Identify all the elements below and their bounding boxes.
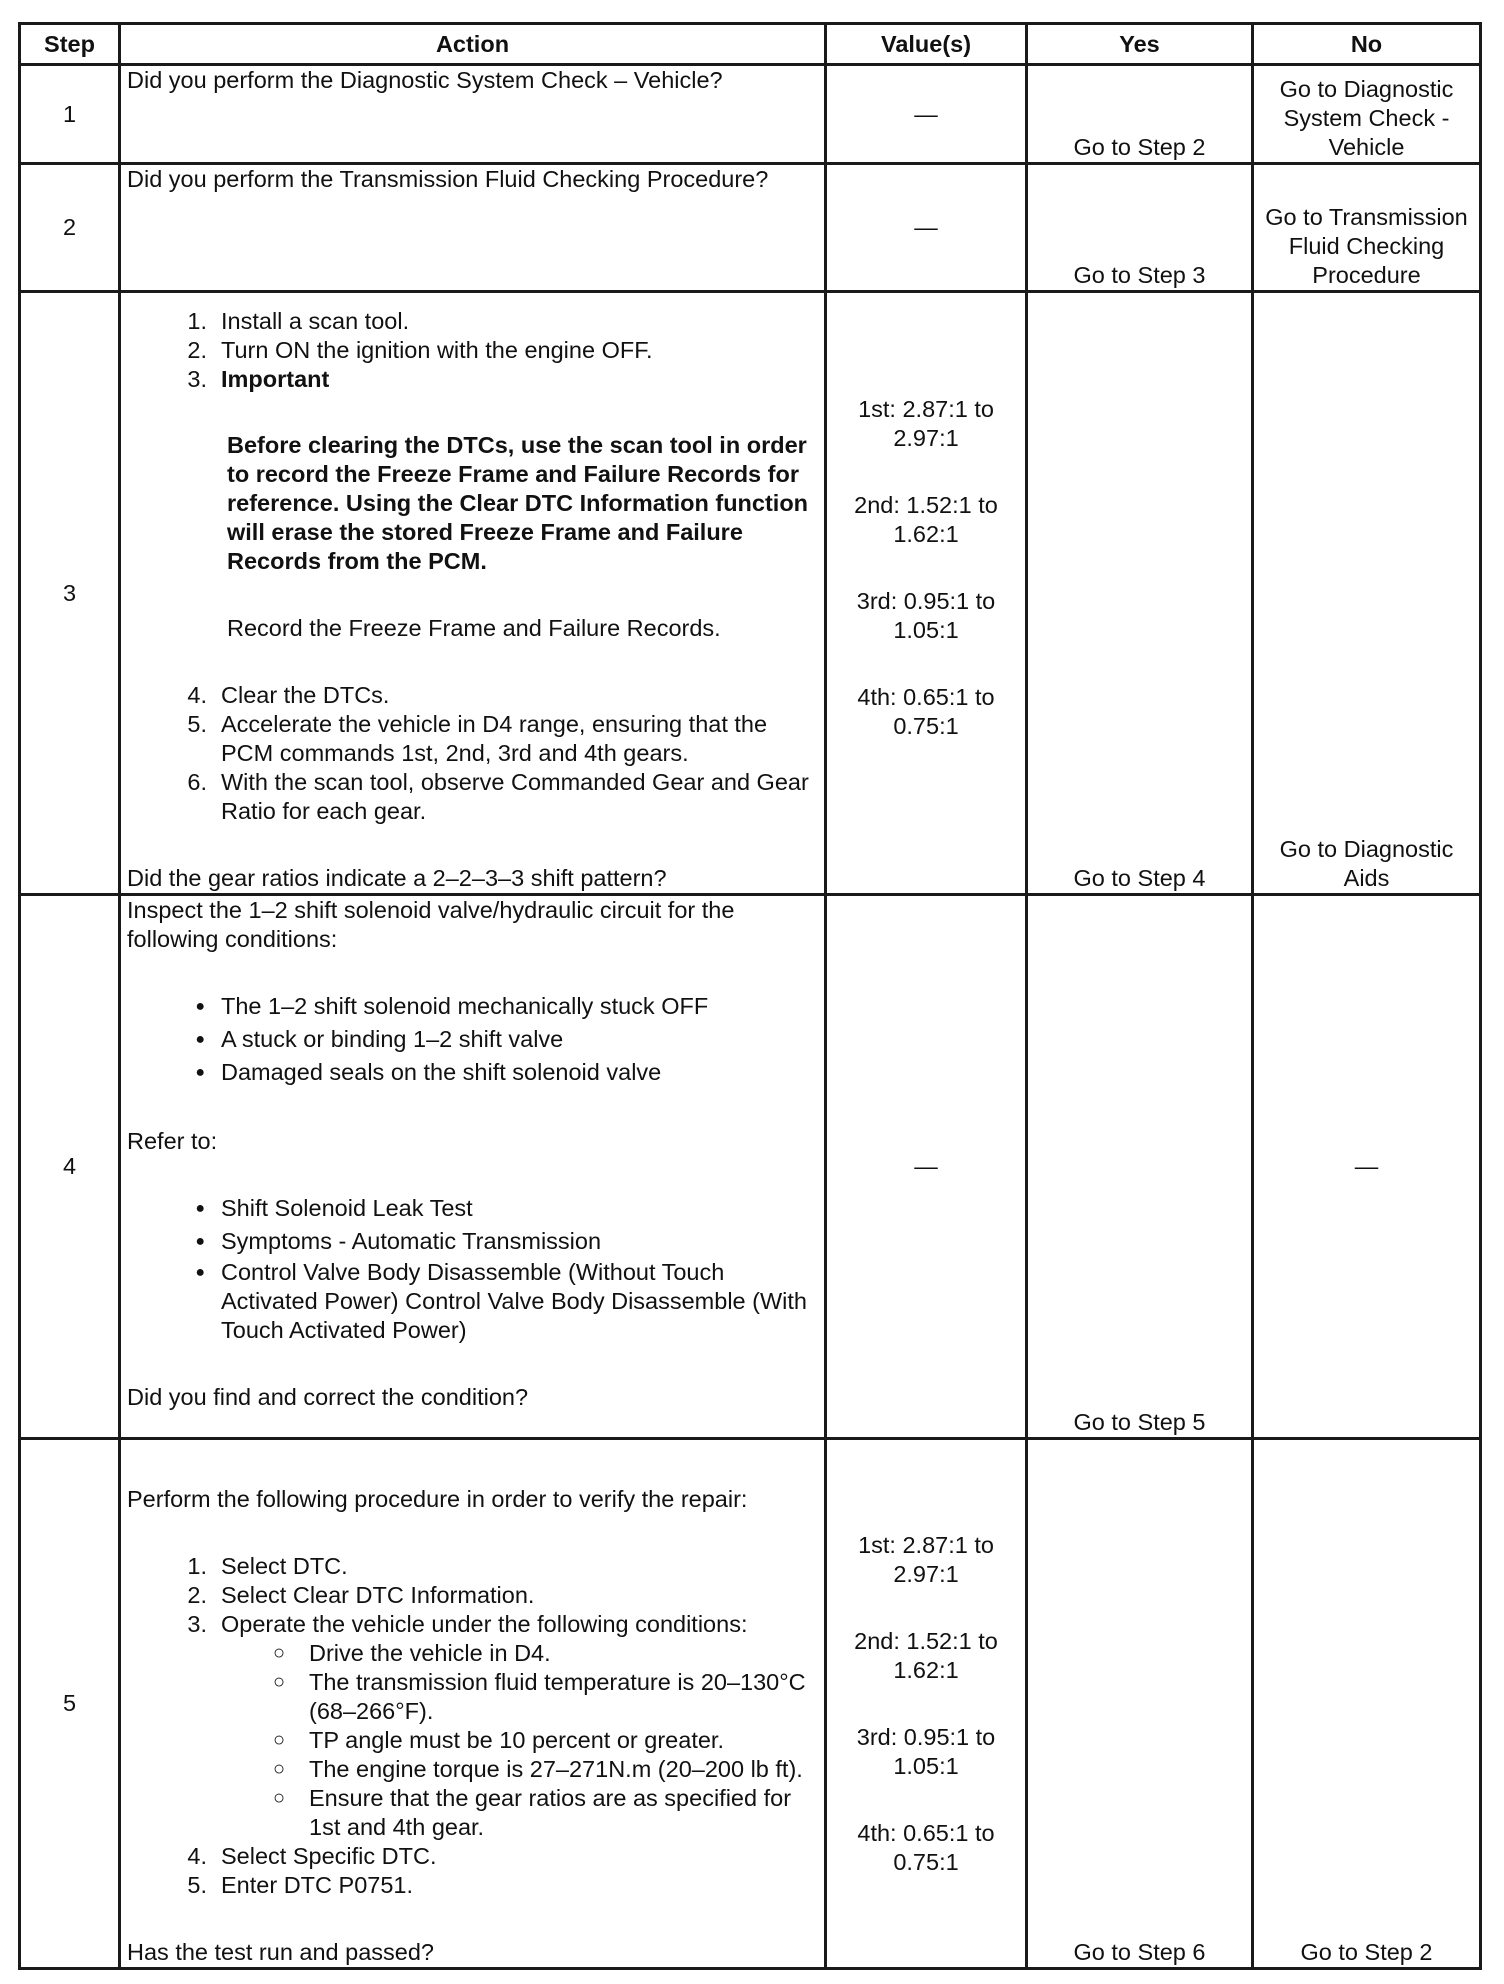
step-number: 2: [20, 164, 120, 292]
header-row: [20, 24, 1481, 65]
header-step: Step: [20, 24, 120, 65]
item-number: 1.: [187, 308, 207, 334]
item-text: With the scan tool, observe Commanded Gear and Gear Ratio for each gear.: [221, 769, 809, 824]
question-text: Did you perform the Transmission Fluid Checking Procedure?: [127, 166, 769, 192]
reference-link: Shift Solenoid Leak Test: [221, 1195, 473, 1221]
sub-item-text: TP angle must be 10 percent or greater.: [309, 1727, 724, 1753]
table-row-step-2: [20, 164, 1481, 292]
action-cell: [120, 65, 826, 164]
item-text: Install a scan tool.: [221, 308, 410, 334]
circle-bullet-icon: ○: [273, 1729, 286, 1751]
item-number: 5.: [187, 711, 207, 737]
list-item: [127, 1023, 818, 1056]
gear-ratio-value: 1st: 2.87:1 to 2.97:1: [858, 1531, 994, 1587]
no-cell: Go to Diagnostic System Check - Vehicle: [1253, 65, 1481, 164]
list-item: [127, 1192, 818, 1225]
values-cell: [826, 895, 1027, 1439]
list-item: [127, 365, 818, 394]
table-row-step-3: [20, 292, 1481, 895]
yes-cell: Go to Step 2: [1027, 65, 1253, 164]
no-cell: Go to Transmission Fluid Checking Procedure: [1253, 164, 1481, 292]
list-item: [127, 990, 818, 1023]
no-cell: [1253, 895, 1481, 1439]
header-values: Value(s): [826, 24, 1027, 65]
gear-ratio-value: 3rd: 0.95:1 to 1.05:1: [856, 588, 996, 643]
header-action: Action: [120, 24, 826, 65]
item-number: 3.: [187, 366, 207, 392]
sub-item-text: The transmission fluid temperature is 20–130°C (68–266°F).: [309, 1669, 806, 1724]
sub-item-text: Ensure that the gear ratios are as specified for 1st and 4th gear.: [309, 1785, 792, 1840]
item-number: 4.: [187, 682, 207, 708]
step-number: 5: [20, 1439, 120, 1969]
intro-text: Perform the following procedure in order to verify the repair:: [127, 1486, 748, 1512]
circle-bullet-icon: ○: [273, 1671, 286, 1693]
action-cell: [120, 895, 826, 1439]
item-text: Turn ON the ignition with the engine OFF.: [221, 337, 653, 363]
circle-bullet-icon: ○: [273, 1758, 286, 1780]
list-item: [127, 1871, 818, 1900]
list-item: [127, 1552, 818, 1581]
bullet-icon: ●: [195, 1064, 205, 1081]
item-text: Enter DTC P0751.: [221, 1872, 414, 1898]
bullet-icon: ●: [195, 1233, 205, 1250]
header-yes: Yes: [1027, 24, 1253, 65]
bullet-icon: ●: [195, 1264, 205, 1281]
empty-dash: —: [1354, 1153, 1379, 1179]
list-item: [127, 1225, 818, 1258]
values-cell: [826, 65, 1027, 164]
item-text: Clear the DTCs.: [221, 682, 390, 708]
step-number: 1: [20, 65, 120, 164]
sub-item-text: The engine torque is 27–271N.m (20–200 lb ft).: [309, 1756, 803, 1782]
list-item: [127, 307, 818, 336]
table-row-step-5: [20, 1439, 1481, 1969]
item-number: 6.: [187, 769, 207, 795]
no-cell: Go to Step 2: [1253, 1439, 1481, 1969]
record-note: Record the Freeze Frame and Failure Records.: [227, 615, 721, 641]
values-cell: [826, 1439, 1027, 1969]
list-item: [127, 1258, 818, 1345]
list-item: [127, 1842, 818, 1871]
yes-cell: Go to Step 4: [1027, 292, 1253, 895]
item-text: Accelerate the vehicle in D4 range, ensuring that the PCM commands 1st, 2nd, 3rd and 4th gears.: [221, 711, 768, 766]
bullet-icon: ●: [195, 1200, 205, 1217]
question-text: Did the gear ratios indicate a 2–2–3–3 shift pattern?: [127, 865, 667, 891]
circle-bullet-icon: ○: [273, 1642, 286, 1664]
item-number: 5.: [187, 1872, 207, 1898]
sub-item: [127, 1755, 818, 1784]
list-item: [127, 710, 818, 768]
gear-ratio-value: 2nd: 1.52:1 to 1.62:1: [854, 492, 998, 547]
yes-cell: Go to Step 6: [1027, 1439, 1253, 1969]
question-text: Did you perform the Diagnostic System Check – Vehicle?: [127, 67, 723, 93]
item-text: A stuck or binding 1–2 shift valve: [221, 1026, 564, 1052]
reference-link: Control Valve Body Disassemble (Without Touch Activated Power) Control Valve Body Disassemble (With Touch Activated Power): [221, 1259, 807, 1343]
header-no: No: [1253, 24, 1481, 65]
yes-cell: Go to Step 5: [1027, 895, 1253, 1439]
sub-item-text: Drive the vehicle in D4.: [309, 1640, 551, 1666]
item-number: 3.: [187, 1611, 207, 1637]
empty-dash: —: [914, 214, 938, 240]
list-item: [127, 681, 818, 710]
circle-bullet-icon: ○: [273, 1787, 286, 1809]
refer-label: Refer to:: [127, 1128, 218, 1154]
yes-cell: Go to Step 3: [1027, 164, 1253, 292]
important-label: Important: [221, 366, 330, 392]
sub-item: [127, 1784, 818, 1842]
table-row-step-1: [20, 65, 1481, 164]
list-item: [127, 1581, 818, 1610]
action-cell: [120, 1439, 826, 1969]
intro-text: Inspect the 1–2 shift solenoid valve/hydraulic circuit for the following conditions:: [127, 897, 735, 952]
item-text: Operate the vehicle under the following conditions:: [221, 1611, 748, 1637]
gear-ratio-value: 4th: 0.65:1 to 0.75:1: [857, 684, 995, 739]
item-number: 1.: [187, 1553, 207, 1579]
bullet-icon: ●: [195, 1031, 205, 1048]
sub-item: [127, 1639, 818, 1668]
item-text: Damaged seals on the shift solenoid valve: [221, 1059, 662, 1085]
gear-ratio-value: 2nd: 1.52:1 to 1.62:1: [854, 1627, 998, 1683]
gear-ratio-value: 3rd: 0.95:1 to 1.05:1: [856, 1723, 996, 1779]
item-text: Select DTC.: [221, 1553, 348, 1579]
table-row-step-4: [20, 895, 1481, 1439]
list-item: [127, 336, 818, 365]
empty-dash: —: [914, 1153, 938, 1179]
question-text: Has the test run and passed?: [127, 1939, 435, 1965]
item-text: Select Specific DTC.: [221, 1843, 437, 1869]
item-number: 2.: [187, 337, 207, 363]
list-item: [127, 1056, 818, 1089]
no-cell: Go to Diagnostic Aids: [1253, 292, 1481, 895]
diagnostic-table: [18, 22, 1482, 1970]
sub-item: [127, 1726, 818, 1755]
item-number: 4.: [187, 1843, 207, 1869]
item-text: The 1–2 shift solenoid mechanically stuck OFF: [221, 993, 709, 1019]
step-number: 4: [20, 895, 120, 1439]
sub-item: [127, 1668, 818, 1726]
question-text: Did you find and correct the condition?: [127, 1384, 529, 1410]
action-cell: [120, 164, 826, 292]
item-number: 2.: [187, 1582, 207, 1608]
list-item: [127, 1610, 818, 1639]
reference-link: Symptoms - Automatic Transmission: [221, 1228, 602, 1254]
empty-dash: —: [914, 100, 938, 127]
action-cell: [120, 292, 826, 895]
gear-ratio-value: 4th: 0.65:1 to 0.75:1: [857, 1819, 995, 1875]
step-number: 3: [20, 292, 120, 895]
important-note: Before clearing the DTCs, use the scan tool in order to record the Freeze Frame and Failure Records for reference. Using the Clear DTC Information function will erase the stored Freeze Frame and Failure Records from the PCM.: [227, 432, 809, 574]
gear-ratio-value: 1st: 2.87:1 to 2.97:1: [858, 396, 994, 451]
list-item: [127, 768, 818, 826]
bullet-icon: ●: [195, 998, 205, 1015]
item-text: Select Clear DTC Information.: [221, 1582, 535, 1608]
values-cell: [826, 164, 1027, 292]
values-cell: [826, 292, 1027, 895]
